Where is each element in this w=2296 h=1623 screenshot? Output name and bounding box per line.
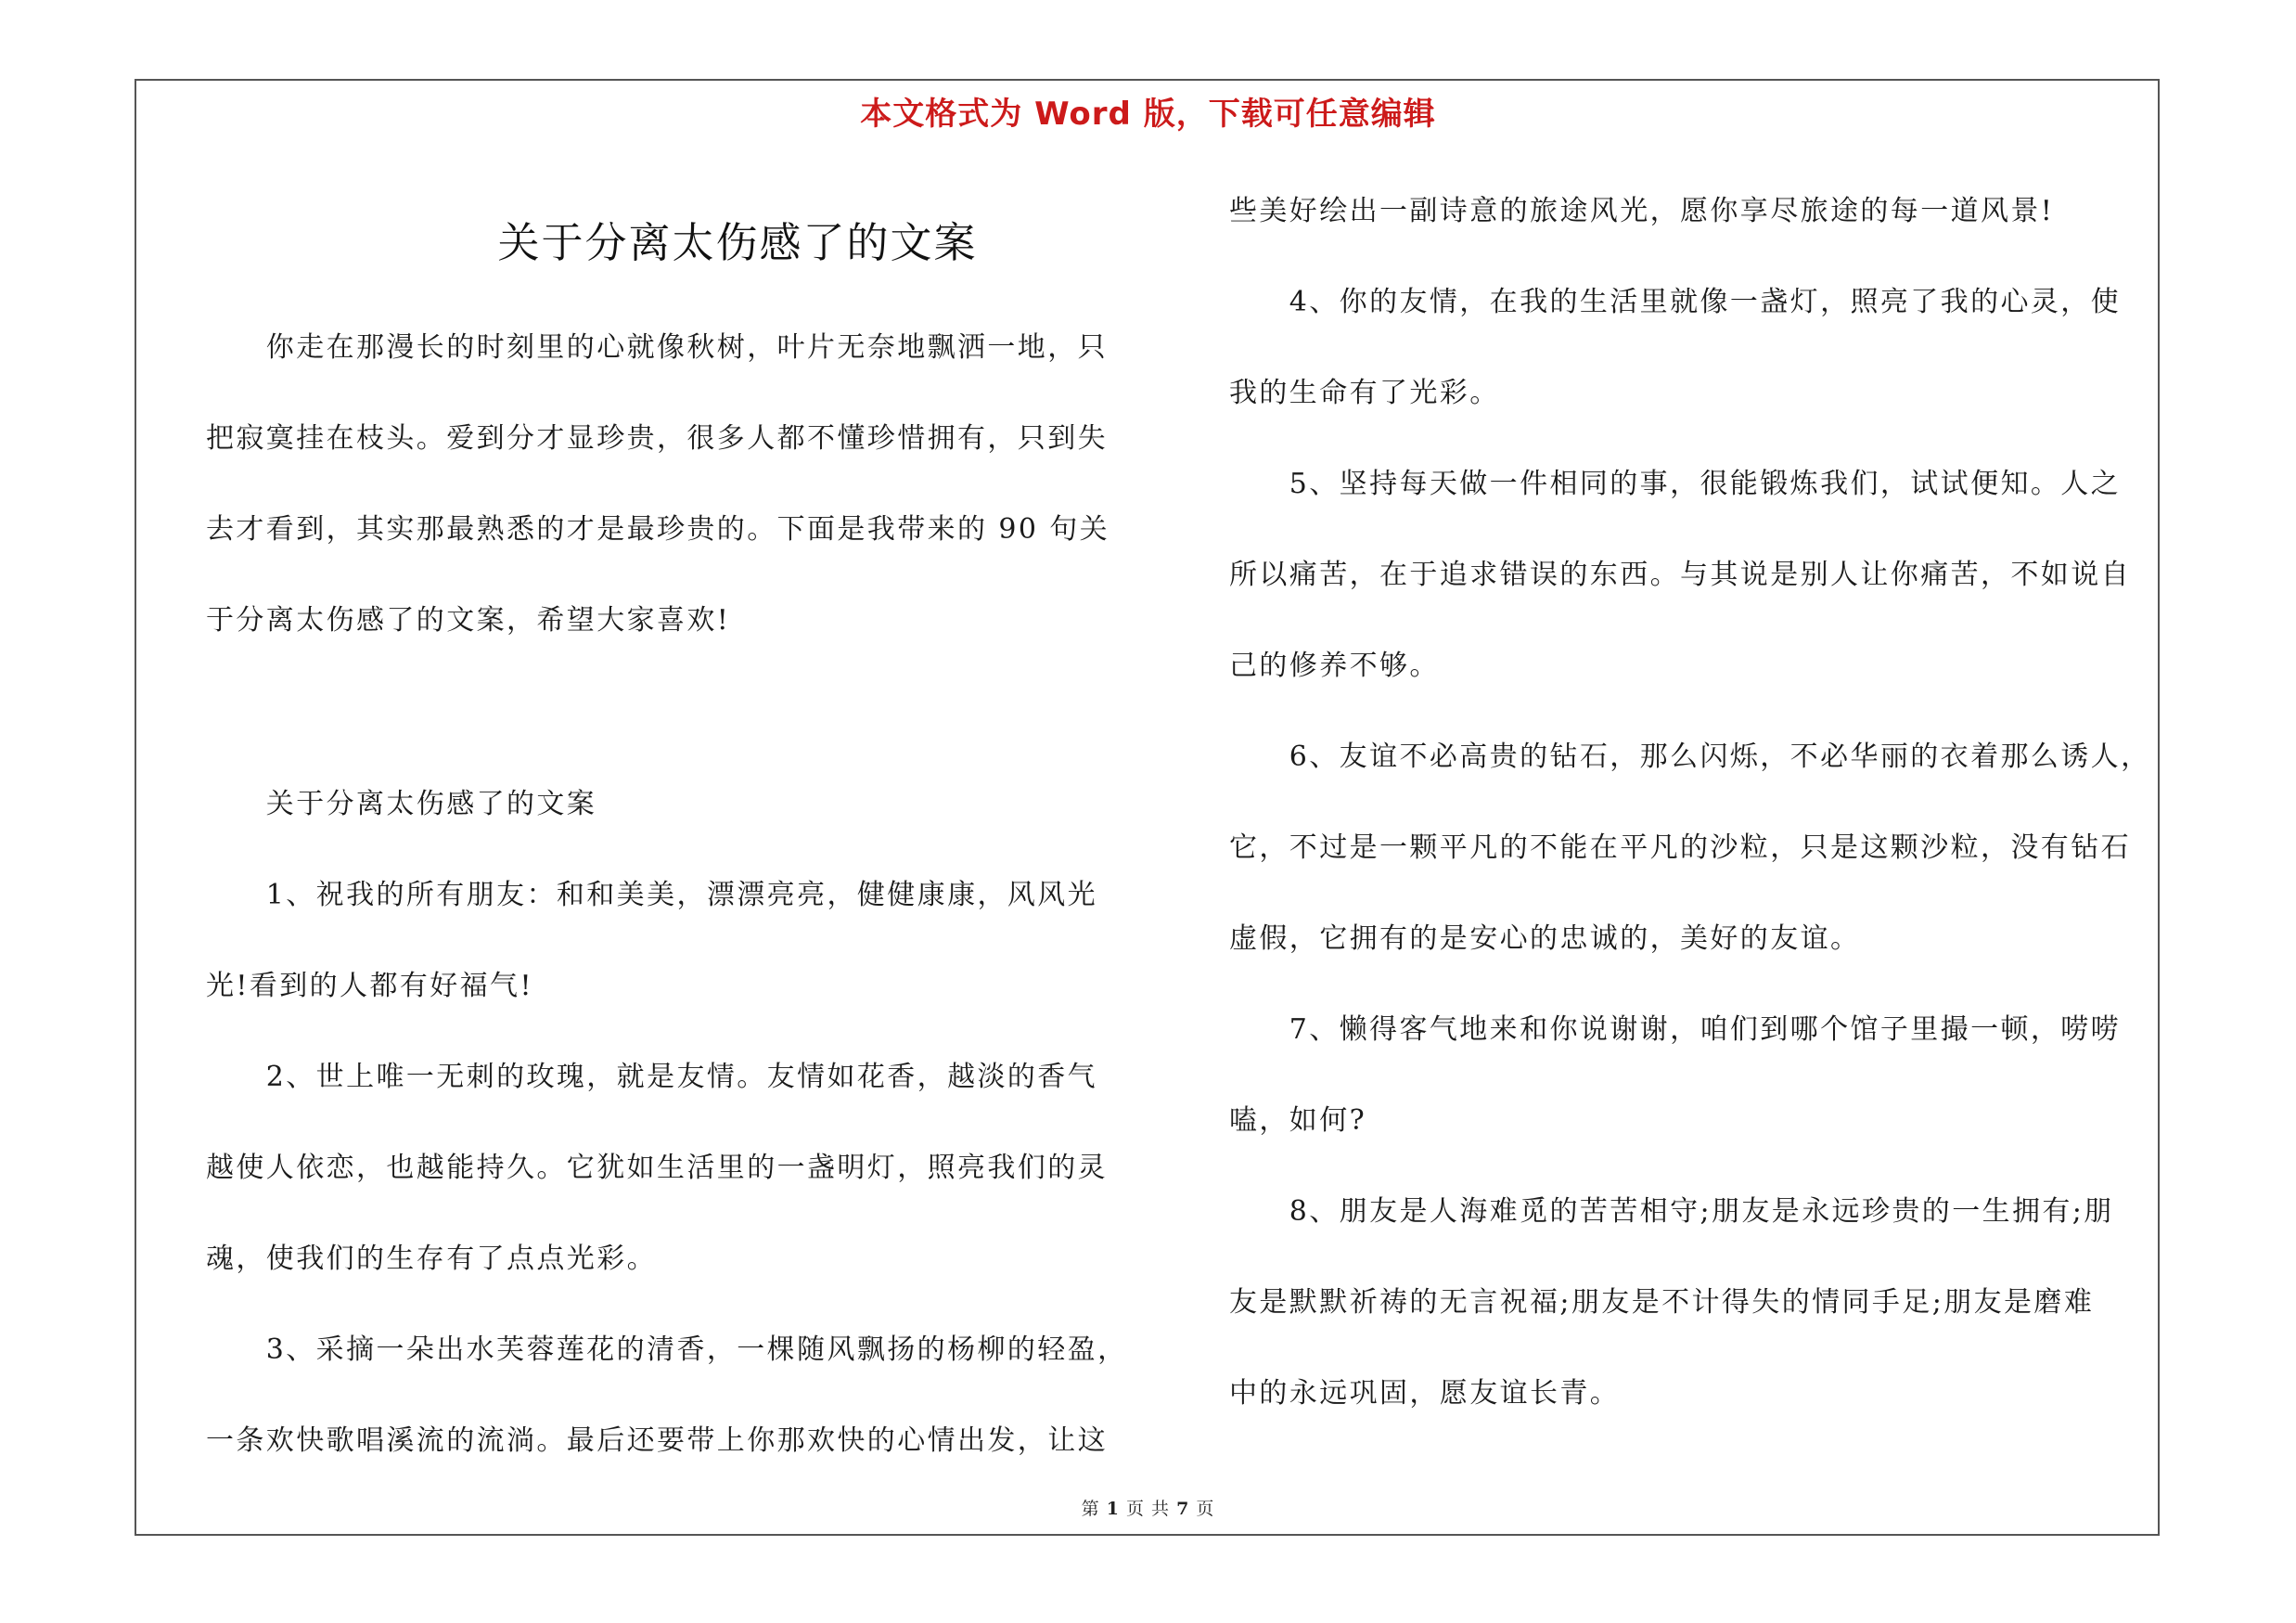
document-title: 关于分离太伤感了的文案 (497, 218, 978, 267)
paragraph-line: 3、采摘一朵出水芙蓉莲花的清香，一棵随风飘扬的杨柳的轻盈， (206, 1333, 1128, 1366)
footer-suffix: 页 (1196, 1499, 1215, 1519)
paragraph-line: 友是默默祈祷的无言祝福;朋友是不计得失的情同手足;朋友是磨难 (1229, 1286, 2095, 1319)
paragraph-line: 你走在那漫长的时刻里的心就像秋树，叶片无奈地飘洒一地，只 (206, 331, 1108, 364)
paragraph-line: 它，不过是一颗平凡的不能在平凡的沙粒，只是这颗沙粒，没有钻石 (1229, 831, 2131, 864)
section-heading: 关于分离太伤感了的文案 (206, 788, 597, 820)
paragraph-line: 些美好绘出一副诗意的旅途风光，愿你享尽旅途的每一道风景! (1229, 195, 2055, 227)
paragraph-line: 虚假，它拥有的是安心的忠诚的，美好的友谊。 (1229, 922, 1861, 955)
paragraph-line: 越使人依恋，也越能持久。它犹如生活里的一盏明灯，照亮我们的灵 (206, 1152, 1108, 1184)
paragraph-line: 中的永远巩固，愿友谊长青。 (1229, 1377, 1621, 1410)
paragraph-line: 8、朋友是人海难觅的苦苦相守;朋友是永远珍贵的一生拥有;朋 (1229, 1195, 2114, 1228)
paragraph-line: 把寂寞挂在枝头。爱到分才显珍贵，很多人都不懂珍惜拥有，只到失 (206, 422, 1108, 455)
paragraph-line: 7、懒得客气地来和你说谢谢，咱们到哪个馆子里撮一顿，唠唠 (1229, 1013, 2122, 1046)
current-page-number: 1 (1106, 1499, 1120, 1519)
page-footer (0, 1495, 2296, 1520)
paragraph-line: 所以痛苦，在于追求错误的东西。与其说是别人让你痛苦，不如说自 (1229, 559, 2131, 591)
paragraph-line: 己的修养不够。 (1229, 650, 1440, 682)
footer-prefix: 第 (1081, 1499, 1100, 1519)
paragraph-line: 1、祝我的所有朋友：和和美美，漂漂亮亮，健健康康，风风光 (206, 879, 1098, 911)
paragraph-line: 6、友谊不必高贵的钻石，那么闪烁，不必华丽的衣着那么诱人， (1229, 741, 2151, 773)
paragraph-line: 于分离太伤感了的文案，希望大家喜欢! (206, 604, 731, 637)
paragraph-line: 魂，使我们的生存有了点点光彩。 (206, 1243, 657, 1275)
paragraph-line: 我的生命有了光彩。 (1229, 377, 1500, 409)
paragraph-line: 去才看到，其实那最熟悉的才是最珍贵的。下面是我带来的 90 句关 (206, 513, 1110, 546)
paragraph-line: 5、坚持每天做一件相同的事，很能锻炼我们，试试便知。人之 (1229, 468, 2122, 500)
paragraph-line: 光!看到的人都有好福气! (206, 970, 533, 1002)
footer-middle: 页 共 (1125, 1499, 1171, 1519)
paragraph-line: 2、世上唯一无刺的玫瑰，就是友情。友情如花香，越淡的香气 (206, 1061, 1098, 1093)
paragraph-line: 4、你的友情，在我的生活里就像一盏灯，照亮了我的心灵，使 (1229, 286, 2122, 318)
paragraph-line: 嗑，如何? (1229, 1104, 1367, 1137)
word-format-banner: 本文格式为 Word 版，下载可任意编辑 (860, 96, 1436, 133)
total-page-count: 7 (1176, 1499, 1190, 1519)
paragraph-line: 一条欢快歌唱溪流的流淌。最后还要带上你那欢快的心情出发，让这 (206, 1424, 1108, 1457)
